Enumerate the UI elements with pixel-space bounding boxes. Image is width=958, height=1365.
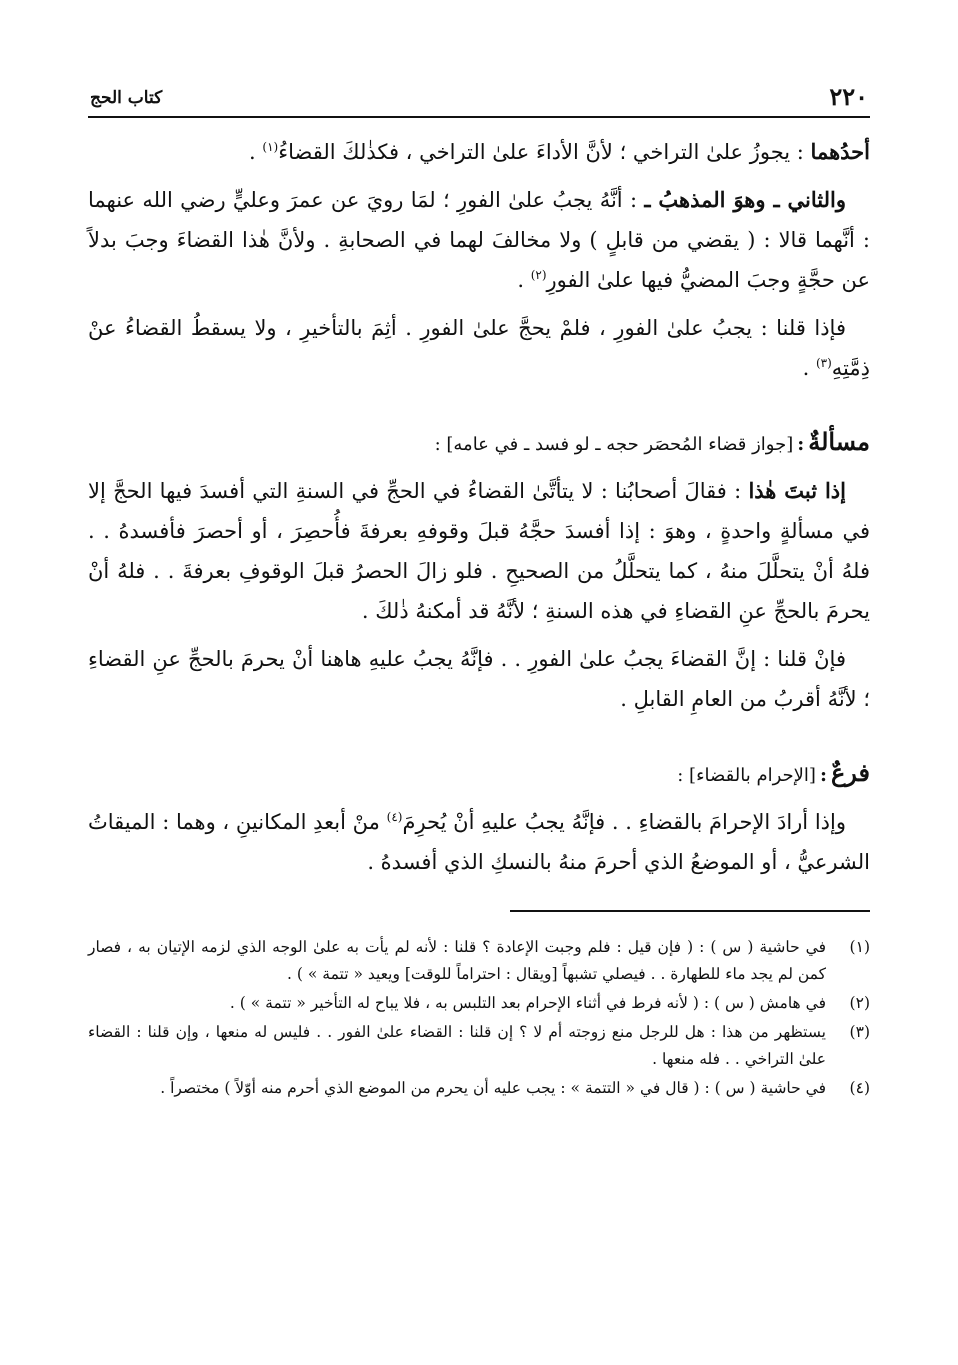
heading-separator: : [819,764,827,786]
footnote [88,1019,870,1073]
footnote-ref: (١) [262,140,279,154]
footnote-ref: (٤) [386,810,403,824]
far-topic: [الإحرام بالقضاء] : [677,765,816,786]
masala-heading [88,422,870,465]
paragraph-tail: . [249,140,263,164]
footnote-divider [510,910,870,912]
paragraph-tail: . [802,356,816,380]
paragraph-lead: والثاني ـ وهوَ المذهبُ ـ [644,187,846,212]
paragraph-masala-body [88,471,870,631]
masala-topic: [جواز قضاء المُحصَر حجه ـ لو فسد ـ في عامه] : [434,434,794,455]
footnote [88,934,870,988]
footnotes [88,934,870,1102]
paragraph-lead: إذا ثبتَ هٰذا [748,478,846,503]
paragraph-text: فإنْ قلنا : إنَّ القضاءَ يجبُ علىٰ الفورِ . . فإنَّهُ يجبُ عليهِ هاهنا أنْ يحرمَ بالحجِّ عنِ القضاءِ ؛ لأنَّهُ أقربُ من العامِ القابلِ . [88,647,870,711]
paragraph-text-continued: منْ أبعدِ المكانينِ ، وهما : الميقاتُ الشرعيُّ ، أو الموضعُ الذي أحرمَ منهُ بالنسكِ الذي أفسدهُ . [88,810,870,874]
book-page [88,84,870,1344]
far-heading [88,753,870,796]
footnote-text: يستظهر من هذا : هل للرجل منع زوجته أم لا ؟ إن قلنا : القضاء علىٰ الفور . . فليس له منعها ، وإن قلنا : القضاء علىٰ التراخي . . فله منعها . [88,1023,826,1068]
paragraph-text: : أنَّهُ يجبُ علىٰ الفورِ ؛ لمَا رويَ عن عمرَ وعليٍّ رضي الله عنهما : أنَّهما قالا : ( يقضي من قابلٍ ) ولا مخالفَ لهما في الصحابةِ . ولأنَّ هٰذا القضاءَ وجبَ بدلاً عن حجَّةٍ وجبَ المضيُّ فيها علىٰ الفورِ [88,188,870,292]
paragraph-tail: . [517,268,531,292]
paragraph-delay-ruling [88,308,870,388]
footnote-ref: (٢) [530,268,547,282]
footnote-text: في حاشية ( س ) : ( فإن قيل : فلم وجبت الإعادة ؟ قلنا : لأنه لم يأت به علىٰ الوجه الذي لزمه الإتيان به ، فصار كمن لم يجد ماء للطهارة . . فيصلي تشبهاً [ويقال : احتراماً للوقت] ويعيد « تتمة » ) . [88,938,826,983]
paragraph-far-body [88,802,870,882]
footnote-number: (٣) [849,1023,870,1041]
main-text [88,132,870,882]
footnote-number: (٢) [849,994,870,1012]
paragraph-lead: أحدُهما [810,139,870,164]
footnote [88,990,870,1017]
far-keyword: فرعٌ [830,758,870,787]
paragraph-text: : فقالَ أصحابُنا : لا يتأتَّىٰ القضاءُ في الحجِّ في السنةِ التي أفسدَ فيها الحجَّ إلا في مسألةٍ واحدةٍ ، وهوَ : إذا أفسدَ حجَّهُ قبلَ وقوفهِ بعرفةَ فأُحصِرَ ، أو أحصرَ فأفسدهُ . . فلهُ أنْ يتحلَّلَ منهُ ، كما يتحلَّلُ من الصحيحِ . فلو زالَ الحصرُ قبلَ الوقوفِ بعرفةَ . . فلهُ أنْ يحرمَ بالحجِّ عنِ القضاءِ في هذه السنةِ ؛ لأنَّهُ قد أمكنهُ ذٰلكَ . [88,479,870,623]
footnote-ref: (٣) [815,356,832,370]
page-number: ٢٢٠ [829,82,868,111]
paragraph-masala-consequence [88,639,870,719]
footnote-number: (٤) [849,1079,870,1097]
running-title: كتاب الحج [90,88,163,108]
paragraph-text: فإذا قلنا : يجبُ علىٰ الفورِ ، فلمْ يحجَّ علىٰ الفورِ . أثِمَ بالتأخيرِ ، ولا يسقطُ القضاءُ عنْ ذِمَّتِهِ [88,316,870,380]
footnote-number: (١) [849,938,870,956]
page-header [88,84,870,118]
paragraph-second-view [88,180,870,300]
paragraph-text: : يجوزُ علىٰ التراخي ؛ لأنَّ الأداءَ علىٰ التراخي ، فكذٰلكَ القضاءُ [278,140,811,164]
footnote [88,1075,870,1102]
paragraph-first-view [88,132,870,172]
paragraph-text: وإذا أرادَ الإحرامَ بالقضاءِ . . فإنَّهُ يجبُ عليهِ أنْ يُحرِمَ [402,810,846,834]
heading-separator: : [797,433,805,455]
masala-keyword: مسألةٌ [808,427,870,456]
footnote-text: في حاشية ( س ) : ( قال في « التتمة » : يجب عليه أن يحرم من الموضع الذي أحرم منه أوّلاً ) مختصراً . [160,1079,826,1097]
footnote-text: في هامش ( س ) : ( لأنه فرط في أثناء الإحرام بعد التلبس به ، فلا يباح له التأخير « تتمة » ) . [229,994,826,1012]
